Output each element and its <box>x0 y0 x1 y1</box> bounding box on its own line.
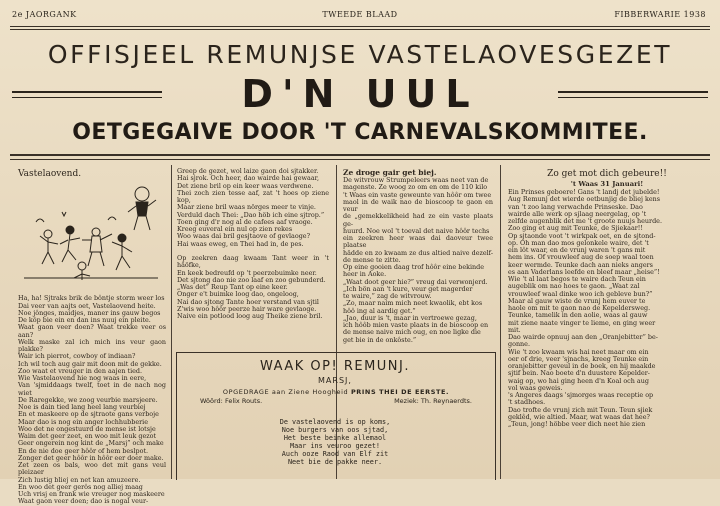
article-title: Vastelaovend. <box>18 169 82 179</box>
article-line: En keek bedreufd op 't peerzebuimke neer. <box>177 268 317 277</box>
article-line: Waat gaon veer doen? Waat trekke veer os aan? <box>18 323 166 339</box>
article-line: Op eine gooien daag trof hôôr eine bekinde <box>343 263 485 271</box>
article-line: Verduld dach Thei: „Dao höb ich eine sjtrop.” <box>177 210 325 219</box>
article-line: Waat gaon veer doen; dao is nogal veur- <box>18 497 149 506</box>
article-line: vol waas geweis. <box>508 383 563 392</box>
masthead-line-1: OFFISJEEL REMUNJSE VASTELAOVESGEZET <box>47 40 673 69</box>
article-line: En de nie doe geer hôôr of hem beslpot. <box>18 446 149 455</box>
article-line: mit. <box>508 325 521 334</box>
article-line: mit ziene naate vinger te lieme, en ging weer <box>508 318 656 327</box>
article-line: Wie Vastelaovend hie nog waas in eere, <box>18 374 147 382</box>
article-line: Dai veer van aajts oet, Vastelaovend heite. <box>18 301 156 310</box>
article-line: Det sjtong dao nie zoo laaf en zoo gebunderd. <box>177 275 326 284</box>
paper-title: D'N UUL <box>241 72 479 116</box>
article-line: Naive ein potlood loog aug Theike ziene bril. <box>177 312 323 320</box>
article-line: Waim det geer zeet, en woo mit leuk gezot <box>18 432 157 440</box>
article-line: 't stadhoes. <box>508 398 546 407</box>
article-line: de „gemekkelikheid had ze ein vaste plaats ge- <box>343 212 493 228</box>
verse-line: Auch ooze Raod van Elf zit <box>281 450 389 458</box>
article-line: Maar dao is nog ein anger lochhubberie <box>18 417 148 426</box>
article-line: Woo det ne ongestuurd de mense ist lotsje <box>18 424 156 433</box>
article-line: En et maskeere op de sjtraote gans verboje <box>18 410 159 419</box>
article-bril <box>177 168 329 320</box>
article-subtitle: 't Waas 31 Januari! <box>570 180 644 188</box>
article-line: Dao wairde opnuuj aan den „Oranjebitter” be- <box>508 333 658 341</box>
article-line: Teunke, tamelik in den aolie, waas al gauw <box>508 311 648 320</box>
article-line: hädde en zo kwaam ze dus altied naive dezelf- <box>343 248 493 257</box>
article-line: „Jao, duur is 't, maar in vertroewe gezag, <box>343 313 477 322</box>
article-line: Onger e't buimke loog dao, ongeloog, <box>177 290 299 299</box>
title-rule-thin <box>10 159 710 160</box>
article-line: ein lôt waar, en de vrunj waren 't gans mit <box>508 246 646 254</box>
article-line: Zet zeen os bals, woo det mit gans veul pleizaer <box>18 461 166 477</box>
article-line: Welk maske zal ich mich ins veur gaon plakke? <box>18 337 166 353</box>
article-line: 't Waas ein vaste geweunte van hôôr om twee <box>343 190 492 199</box>
article-line: Toen ging d'r nog al de cafees aaf vraoge. <box>177 217 313 226</box>
title-rule <box>10 154 710 156</box>
article-line: te waire,” zag de witvrouw. <box>343 292 432 300</box>
volume-label: 2e JAORGANK <box>12 10 77 19</box>
article-line: oranjebitter geveul in de boek, en hij maakde <box>508 362 656 370</box>
article-line: Van 'sjmiddaags twelf, toet in de nach nog wiet <box>18 381 166 397</box>
article-line: de mense te zitte. <box>343 255 401 264</box>
article-line: get bie in de onkôste.” <box>343 335 417 344</box>
article-line: „Was det” Reup Tant op eine keer. <box>177 283 288 291</box>
article-line: Op zeekren daag kwaam Tant weer in 't häöfke, <box>177 254 329 270</box>
article-line: Noe jônges, maidjes, maner ins gauw begos <box>18 308 161 317</box>
article-line: ein zeekren heer waas dai daoveur twee plaatse <box>343 234 493 250</box>
dedication-prefix: OPGEDRAGE aan Ziene Hoogheid <box>222 388 349 396</box>
article-body <box>18 295 166 505</box>
song-verse <box>176 418 494 466</box>
issue-date: FIBBERWARIE 1938 <box>614 10 706 19</box>
article-line: Dao trofte de vrunj zich mit Teun. Teun sjiek <box>508 405 653 414</box>
header-rule <box>10 26 710 27</box>
article-line: Op sjtaonde voot 't wirkpak oet, en de sjtond- <box>508 231 656 240</box>
article-title: Zo get mot dich gebeure!! <box>547 169 667 179</box>
article-line: Hai waas eweg, en Thei had in, de pes. <box>177 239 304 248</box>
article-line: van 't zoo lang verwachde Prinseske. Dao <box>508 202 643 211</box>
article-line: Geer ongerein nog kint de „Marsj” och make <box>18 439 164 448</box>
article-line: Z'wis woo hôôr peerze hair ware gevlaoge. <box>177 304 317 313</box>
header-rule-double <box>10 29 710 30</box>
article-line: En woo det geer gerôs nog alliej maag <box>18 482 143 491</box>
column-divider-1 <box>171 165 172 479</box>
article-line: wairde alle werk op sjlaag neergelag, op 't <box>508 209 647 218</box>
composer-credit: Meziek: Th. Reynaerdts. <box>394 397 472 405</box>
article-line: De kôp bie ein en dan ins nuuj ein pleite. <box>18 316 151 324</box>
article-line: Wair ich pierrot, cowboy of indiaan? <box>18 352 136 361</box>
verse-line: Het beste beinke allemaol <box>283 434 387 442</box>
article-line: Thei zoch zien tesse aaf, zat 't hoes op ziene kop, <box>177 188 329 204</box>
article-line: de mense naive mich oug, en noe ligke die <box>343 328 481 337</box>
verse-line: Neet bie de pakke neer. <box>287 458 383 466</box>
article-line: Nai dao sjtong Tante hoer verstand van sjtil <box>177 297 319 306</box>
article-line: hôô ing al aardig get.” <box>343 306 416 315</box>
carnival-dancers-illustration <box>18 182 166 287</box>
article-line: es aan Vaderlans leefde en bleef maar „heise”! <box>508 267 660 276</box>
article-line: augeblik om nao hoes te gaon. „Waat zal <box>508 282 640 291</box>
article-line: keer wermde. Teunke dach aan nieks angers <box>508 260 653 269</box>
article-line: waig op, wo hai ging heen d'n Koal och aug <box>508 376 649 385</box>
article-line: Maar al gauw wiste de vrunj hem euver te <box>508 296 646 305</box>
article-line: maol in de waik nao de bioscoop te gaon en veur <box>343 197 493 213</box>
song-title: WAAK OP! REMUNJ. <box>259 359 411 374</box>
article-line: ich hôôb mien vaste plaats in de bioscoop en <box>343 321 489 329</box>
article-line: Wie 't al laat begos te waire dach Teun ein <box>508 275 646 283</box>
column-divider-3 <box>500 165 501 479</box>
article-line: „Waat doot geer hie?” vreug dai verwonjerd. <box>343 277 488 286</box>
article-line: oer of drie, veer 'sjnachs, kreeg Teunke ein <box>508 354 649 363</box>
verse-line: Noe burgers van oos sjtad, <box>281 426 389 434</box>
article-line: Woo waas dai bril gesjtaove of gevlaoge? <box>177 232 311 241</box>
article-line: De Raregekke, we zoog veurbie marsjeere. <box>18 395 158 404</box>
article-line: „Teun, jong! höbbe veer dich neet hie zien <box>508 420 646 428</box>
section-label: TWEEDE BLAAD <box>322 10 398 19</box>
article-line: sjtif bein. Nao boete d'n duustere Kepelder- <box>508 369 650 378</box>
verse-line: Maar ins veuroo gezet! <box>289 442 381 450</box>
masthead-bar <box>10 10 710 24</box>
song-dedication <box>190 388 482 396</box>
article-line: gonne. <box>508 340 530 349</box>
masthead-line-3: OETGEGAIVE DOOR 'T CARNEVALSKOMMITEE. <box>72 120 648 145</box>
article-line: vrouwleef waal dinke woo ich gebleve bun?” <box>508 289 653 298</box>
article-line: geklêd, wie altied. Maar, wat waas dat hee? <box>508 412 650 421</box>
article-line: Kreeg euveral ein nul op zien rekes <box>177 225 293 233</box>
article-line: Ich wil toch aug gair mit doon mit de gekke. <box>18 359 162 368</box>
article-line: De witvrouw Strumpeleers waas neet van de <box>343 176 489 184</box>
article-zo-get <box>508 168 706 428</box>
lyricist-credit: Wôôrd: Felix Routs. <box>200 397 263 405</box>
article-line: Zich lustig bliej en net kan amuzeere. <box>18 475 141 484</box>
article-line: Hai sjrok. Och heer, dao wairde hai gewaar, <box>177 174 320 183</box>
song-genre: MARSJ, <box>318 376 352 385</box>
article-line: „Zo, maar naim mich neet kwaolik, ebt kos <box>343 299 483 308</box>
article-line: Greep de gezet, wol laize gaon doi sjtakker. <box>177 167 319 175</box>
article-line: op. Oh man dao mos gelonkele waire, det 't <box>508 238 649 247</box>
article-line: Det ziene bril op ein keer waas verdwene. <box>177 181 314 190</box>
article-line: hem ins. Of vrouwleef aug de soep waal toen <box>508 253 654 262</box>
dedication-name: PRINS THEI DE EERSTE. <box>350 388 450 396</box>
article-line: Maar ziene bril waas nörges meer te vinje. <box>177 203 316 212</box>
article-line: huurd. Noe wol 't toeval det naive hôôr techs <box>343 226 490 235</box>
article-line: Wie 't zoo kwaam wis hai neet maar om ein <box>508 347 649 356</box>
article-line: Ha, ha! Sjtraks brik de bôntje storm weer los <box>18 294 165 303</box>
article-line: magenste. Ze woog zo om en om de 110 kilo <box>343 183 488 192</box>
article-title: Ze droge gair get biej. <box>343 168 437 177</box>
article-line: Noe is dain tied lang heel lang veurbiej <box>18 403 146 411</box>
article-line: Zonger det geer hôôr in hôôr eer doer make. <box>18 453 164 462</box>
article-ze-droge <box>343 168 493 344</box>
verse-line: De vastelaovend is op koms, <box>279 418 391 426</box>
article-line: haole om mit te gaon nao de Kepeldersweg. <box>508 304 651 312</box>
article-line: Uch vrisj en frank wie vreuger nog maskeere <box>18 490 165 498</box>
article-line: heer in Aoke. <box>343 270 387 279</box>
article-vastelaovend <box>18 168 166 506</box>
article-line: „Ich bön aan 't kure, veur get magerder <box>343 284 473 293</box>
article-line: Ein Prinses geboere! Gans 't landj det jubelde! <box>508 188 660 196</box>
article-line: 's Angeres daags 'sjmorges waas receptie op <box>508 391 654 399</box>
article-line: zelfde augenblik det me 't groote nuujs heurde. <box>508 217 662 225</box>
article-line: Zoo ging et aug mit Teunke, de Sjiekaar!! <box>508 224 643 233</box>
article-line: Zoo waat et vreuger in den aajen tied. <box>18 366 143 375</box>
article-line: Aug Remunj det wierde oetbunjig de bliej kens <box>508 195 661 204</box>
